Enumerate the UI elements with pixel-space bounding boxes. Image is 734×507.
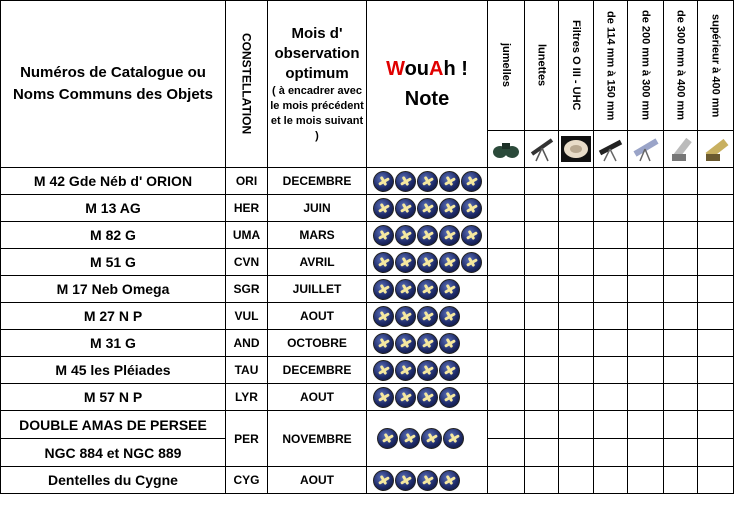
star-icon bbox=[417, 470, 438, 491]
equip-cell bbox=[664, 249, 698, 276]
object-name: M 45 les Pléiades bbox=[1, 357, 226, 384]
equip-cell bbox=[488, 330, 525, 357]
star-icon bbox=[417, 360, 438, 381]
observation-month: DECEMBRE bbox=[268, 357, 367, 384]
header-equip-2 bbox=[559, 1, 594, 131]
star-icon bbox=[439, 198, 460, 219]
equip-cell bbox=[628, 384, 664, 411]
equip-cell bbox=[525, 303, 559, 330]
star-icon bbox=[395, 470, 416, 491]
equip-cell bbox=[628, 330, 664, 357]
rating-stars bbox=[367, 252, 487, 273]
star-icon bbox=[461, 225, 482, 246]
observation-month: DECEMBRE bbox=[268, 168, 367, 195]
star-icon bbox=[395, 279, 416, 300]
header-constellation bbox=[226, 1, 268, 168]
refractor-icon bbox=[525, 131, 559, 168]
equip-cell bbox=[525, 411, 559, 439]
equip-cell bbox=[488, 357, 525, 384]
header-wouah bbox=[367, 1, 488, 168]
star-icon bbox=[373, 470, 394, 491]
equip-cell bbox=[698, 330, 734, 357]
header-equip-5 bbox=[664, 1, 698, 131]
rating bbox=[367, 168, 488, 195]
equip-cell bbox=[594, 439, 628, 467]
equip-cell bbox=[698, 384, 734, 411]
star-icon bbox=[395, 387, 416, 408]
observation-month: JUIN bbox=[268, 195, 367, 222]
star-icon bbox=[417, 225, 438, 246]
wouah-w: W bbox=[386, 58, 405, 80]
object-name: M 17 Neb Omega bbox=[1, 276, 226, 303]
equip-cell bbox=[525, 384, 559, 411]
table-row bbox=[1, 357, 734, 384]
equip-label-114: de 114 mm à 150 mm bbox=[604, 10, 617, 121]
star-icon bbox=[395, 333, 416, 354]
wouah-a: A bbox=[429, 58, 444, 80]
equip-cell bbox=[559, 222, 594, 249]
table-row bbox=[1, 303, 734, 330]
equip-cell bbox=[698, 357, 734, 384]
equip-cell bbox=[664, 276, 698, 303]
star-icon bbox=[373, 225, 394, 246]
equip-cell bbox=[559, 195, 594, 222]
equip-cell bbox=[559, 439, 594, 467]
equip-cell bbox=[664, 330, 698, 357]
equip-cell bbox=[559, 411, 594, 439]
object-name: M 57 N P bbox=[1, 384, 226, 411]
observation-month: AOUT bbox=[268, 384, 367, 411]
star-icon bbox=[439, 306, 460, 327]
equip-cell bbox=[488, 249, 525, 276]
equip-cell bbox=[488, 411, 525, 439]
rating-stars bbox=[367, 360, 487, 381]
equip-cell bbox=[594, 249, 628, 276]
object-name: M 27 N P bbox=[1, 303, 226, 330]
rating-stars bbox=[367, 306, 487, 327]
equip-cell bbox=[628, 222, 664, 249]
rating bbox=[367, 303, 488, 330]
equip-cell bbox=[664, 195, 698, 222]
star-icon bbox=[373, 279, 394, 300]
header-month bbox=[268, 1, 367, 168]
equip-cell bbox=[628, 195, 664, 222]
equip-cell bbox=[525, 357, 559, 384]
observation-month: MARS bbox=[268, 222, 367, 249]
table-row bbox=[1, 195, 734, 222]
equip-cell bbox=[628, 303, 664, 330]
rating-stars bbox=[367, 171, 487, 192]
filter-icon bbox=[559, 131, 594, 168]
star-icon bbox=[373, 360, 394, 381]
equip-cell bbox=[628, 168, 664, 195]
equip-cell bbox=[594, 276, 628, 303]
observation-month: AOUT bbox=[268, 467, 367, 494]
equip-cell bbox=[559, 357, 594, 384]
equip-cell bbox=[488, 222, 525, 249]
star-icon bbox=[395, 306, 416, 327]
equip-cell bbox=[594, 195, 628, 222]
rating-stars bbox=[367, 428, 487, 449]
table-row bbox=[1, 384, 734, 411]
equip-label-300: de 300 mm à 400 mm bbox=[674, 10, 687, 121]
header-month-note: ( à encadrer avec le mois précédent et le mois suivant ) bbox=[270, 85, 364, 142]
star-icon bbox=[399, 428, 420, 449]
star-icon bbox=[439, 279, 460, 300]
constellation-code: SGR bbox=[226, 276, 268, 303]
equip-cell bbox=[594, 357, 628, 384]
equip-cell bbox=[628, 357, 664, 384]
equip-cell bbox=[664, 168, 698, 195]
observation-month: AVRIL bbox=[268, 249, 367, 276]
star-icon bbox=[439, 470, 460, 491]
equip-cell bbox=[698, 249, 734, 276]
equip-cell bbox=[594, 222, 628, 249]
star-icon bbox=[439, 225, 460, 246]
newtonian-114-icon bbox=[594, 131, 628, 168]
rating bbox=[367, 249, 488, 276]
rating bbox=[367, 411, 488, 467]
header-equip-1 bbox=[525, 1, 559, 131]
rating-stars bbox=[367, 387, 487, 408]
object-name: M 82 G bbox=[1, 222, 226, 249]
rating-stars bbox=[367, 225, 487, 246]
equip-cell bbox=[664, 303, 698, 330]
star-icon bbox=[439, 387, 460, 408]
table-row bbox=[1, 276, 734, 303]
observation-month: AOUT bbox=[268, 303, 367, 330]
equip-cell bbox=[525, 168, 559, 195]
rating bbox=[367, 467, 488, 494]
star-icon bbox=[395, 198, 416, 219]
constellation-code: VUL bbox=[226, 303, 268, 330]
constellation-code: AND bbox=[226, 330, 268, 357]
object-name: M 13 AG bbox=[1, 195, 226, 222]
wouah-ou: ou bbox=[404, 58, 430, 80]
equip-cell bbox=[559, 467, 594, 494]
equip-cell bbox=[559, 168, 594, 195]
rating-stars bbox=[367, 333, 487, 354]
star-icon bbox=[443, 428, 464, 449]
equip-cell bbox=[628, 276, 664, 303]
rating bbox=[367, 357, 488, 384]
equip-cell bbox=[594, 384, 628, 411]
star-icon bbox=[461, 171, 482, 192]
equip-cell bbox=[525, 439, 559, 467]
equip-cell bbox=[698, 303, 734, 330]
equip-cell bbox=[664, 357, 698, 384]
table-row bbox=[1, 249, 734, 276]
header-equip-6 bbox=[698, 1, 734, 131]
equip-cell bbox=[525, 249, 559, 276]
star-icon bbox=[417, 306, 438, 327]
rating bbox=[367, 330, 488, 357]
rating bbox=[367, 195, 488, 222]
object-name: M 51 G bbox=[1, 249, 226, 276]
rating-stars bbox=[367, 279, 487, 300]
observation-month: OCTOBRE bbox=[268, 330, 367, 357]
star-icon bbox=[461, 252, 482, 273]
star-icon bbox=[377, 428, 398, 449]
object-name: Dentelles du Cygne bbox=[1, 467, 226, 494]
header-objects-label: Numéros de Catalogue ou Noms Communs des Objets bbox=[12, 64, 214, 103]
equip-cell bbox=[594, 330, 628, 357]
table-row bbox=[1, 467, 734, 494]
star-icon bbox=[395, 360, 416, 381]
observation-month: NOVEMBRE bbox=[268, 411, 367, 467]
star-icon bbox=[439, 252, 460, 273]
equip-label-lunettes: lunettes bbox=[535, 44, 548, 87]
star-icon bbox=[373, 171, 394, 192]
star-icon bbox=[373, 198, 394, 219]
constellation-code: TAU bbox=[226, 357, 268, 384]
newtonian-200-icon bbox=[628, 131, 664, 168]
equip-label-400: supérieur à 400 mm bbox=[709, 13, 722, 118]
equip-cell bbox=[698, 467, 734, 494]
star-icon bbox=[417, 252, 438, 273]
star-icon bbox=[417, 387, 438, 408]
equip-cell bbox=[664, 439, 698, 467]
header-equip-0 bbox=[488, 1, 525, 131]
equip-cell bbox=[488, 168, 525, 195]
equip-cell bbox=[628, 249, 664, 276]
table-row bbox=[1, 411, 734, 439]
header-constellation-label: CONSTELLATION bbox=[239, 33, 254, 135]
equip-label-filtres: Filtres O III - UHC bbox=[570, 20, 582, 111]
equip-label-jumelles: jumelles bbox=[500, 43, 512, 88]
equip-cell bbox=[525, 195, 559, 222]
constellation-code: CVN bbox=[226, 249, 268, 276]
equip-cell bbox=[488, 303, 525, 330]
header-month-title: Mois d' observation optimum bbox=[274, 25, 360, 82]
rating bbox=[367, 384, 488, 411]
equip-cell bbox=[664, 222, 698, 249]
wouah-h: h ! bbox=[443, 58, 468, 80]
equip-label-200: de 200 mm à 300 mm bbox=[639, 10, 652, 121]
equip-cell bbox=[525, 222, 559, 249]
equip-cell bbox=[525, 330, 559, 357]
constellation-code: HER bbox=[226, 195, 268, 222]
equip-cell bbox=[628, 439, 664, 467]
object-name: DOUBLE AMAS DE PERSEE bbox=[1, 411, 226, 439]
equip-cell bbox=[525, 467, 559, 494]
star-icon bbox=[417, 333, 438, 354]
table-row bbox=[1, 330, 734, 357]
object-name-2: NGC 884 et NGC 889 bbox=[1, 439, 226, 467]
equip-cell bbox=[488, 467, 525, 494]
object-name: M 31 G bbox=[1, 330, 226, 357]
equip-cell bbox=[698, 411, 734, 439]
equip-cell bbox=[488, 195, 525, 222]
equip-cell bbox=[698, 276, 734, 303]
star-icon bbox=[373, 387, 394, 408]
equip-cell bbox=[628, 411, 664, 439]
star-icon bbox=[439, 171, 460, 192]
rating bbox=[367, 276, 488, 303]
equip-cell bbox=[698, 168, 734, 195]
star-icon bbox=[395, 225, 416, 246]
constellation-code: LYR bbox=[226, 384, 268, 411]
star-icon bbox=[439, 360, 460, 381]
star-icon bbox=[439, 333, 460, 354]
equip-cell bbox=[525, 276, 559, 303]
star-icon bbox=[417, 171, 438, 192]
equip-cell bbox=[698, 195, 734, 222]
constellation-code: ORI bbox=[226, 168, 268, 195]
equip-cell bbox=[559, 276, 594, 303]
star-icon bbox=[373, 252, 394, 273]
wouah-title bbox=[367, 54, 487, 84]
equip-cell bbox=[594, 168, 628, 195]
star-icon bbox=[373, 306, 394, 327]
header-equip-4 bbox=[628, 1, 664, 131]
constellation-code: CYG bbox=[226, 467, 268, 494]
star-icon bbox=[417, 279, 438, 300]
rating-stars bbox=[367, 198, 487, 219]
equip-cell bbox=[594, 411, 628, 439]
equip-cell bbox=[628, 467, 664, 494]
equip-cell bbox=[488, 384, 525, 411]
equip-cell bbox=[559, 384, 594, 411]
dobson-300-icon bbox=[664, 131, 698, 168]
table-row bbox=[1, 222, 734, 249]
equip-cell bbox=[594, 303, 628, 330]
star-icon bbox=[421, 428, 442, 449]
equip-cell bbox=[559, 330, 594, 357]
equip-cell bbox=[698, 222, 734, 249]
star-icon bbox=[417, 198, 438, 219]
equip-cell bbox=[559, 249, 594, 276]
note-label: Note bbox=[404, 88, 450, 110]
star-icon bbox=[461, 198, 482, 219]
equip-cell bbox=[664, 411, 698, 439]
equip-cell bbox=[488, 439, 525, 467]
rating-stars bbox=[367, 470, 487, 491]
equip-cell bbox=[594, 467, 628, 494]
header-objects bbox=[1, 1, 226, 168]
equip-cell bbox=[664, 384, 698, 411]
equip-cell bbox=[559, 303, 594, 330]
dobson-400-icon bbox=[698, 131, 734, 168]
rating bbox=[367, 222, 488, 249]
equip-cell bbox=[664, 467, 698, 494]
constellation-code: UMA bbox=[226, 222, 268, 249]
header-equip-3 bbox=[594, 1, 628, 131]
star-icon bbox=[395, 171, 416, 192]
table-row bbox=[1, 168, 734, 195]
observation-month: JUILLET bbox=[268, 276, 367, 303]
equip-cell bbox=[488, 276, 525, 303]
constellation-code: PER bbox=[226, 411, 268, 467]
binoculars-icon bbox=[488, 131, 525, 168]
star-icon bbox=[395, 252, 416, 273]
equip-cell bbox=[698, 439, 734, 467]
star-icon bbox=[373, 333, 394, 354]
object-name: M 42 Gde Néb d' ORION bbox=[1, 168, 226, 195]
